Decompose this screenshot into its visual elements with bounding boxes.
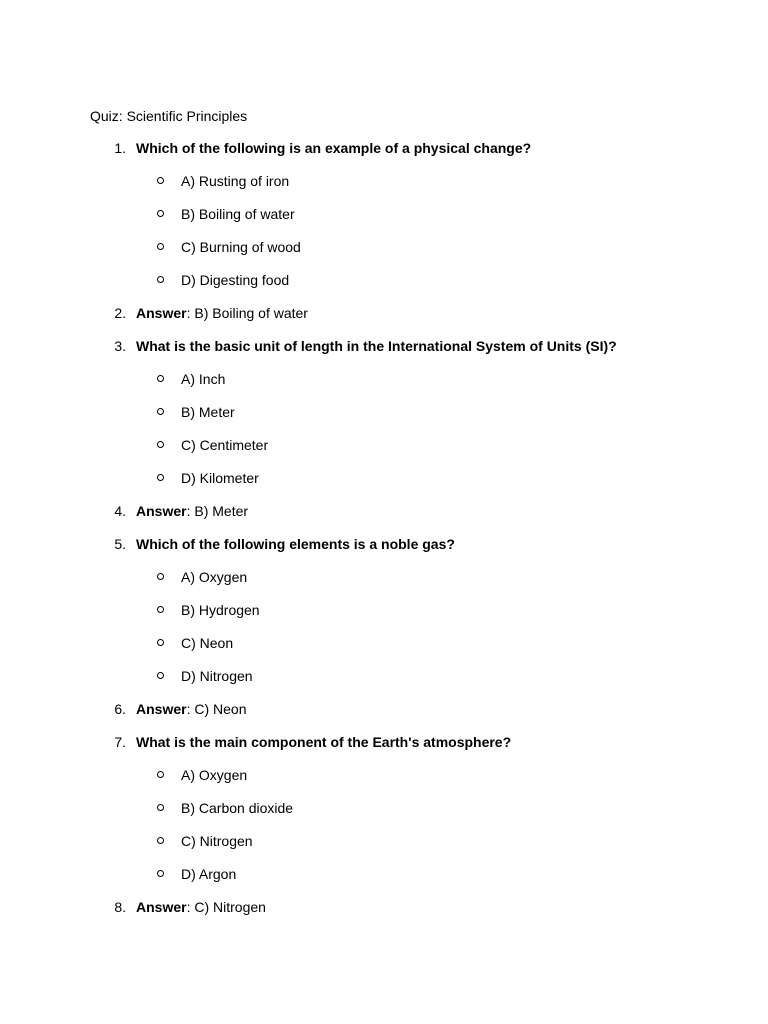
list-item-answer (0, 898, 768, 931)
option-text: C) Nitrogen (181, 833, 253, 849)
option-text: A) Oxygen (181, 767, 248, 783)
option-item (0, 403, 768, 436)
question-row (0, 535, 768, 568)
question-text: Which of the following elements is a noble gas? (136, 536, 455, 552)
circle-bullet-icon (157, 210, 164, 217)
option-text: B) Boiling of water (181, 206, 295, 222)
answer-text (136, 304, 308, 322)
answer-text (136, 898, 266, 916)
answer-value: : C) Neon (186, 701, 247, 717)
option-item (0, 271, 768, 304)
option-text: B) Meter (181, 404, 235, 420)
option-item (0, 205, 768, 238)
option-item (0, 634, 768, 667)
answer-value: : B) Meter (186, 503, 249, 519)
list-item-answer (0, 304, 768, 337)
answer-row (0, 700, 768, 733)
list-number: 6. (114, 701, 126, 717)
option-text: C) Burning of wood (181, 239, 301, 255)
circle-bullet-icon (157, 606, 164, 613)
option-item (0, 799, 768, 832)
question-text: Which of the following is an example of a physical change? (136, 140, 532, 156)
answer-label: Answer (136, 701, 187, 717)
option-item (0, 667, 768, 700)
answer-row (0, 502, 768, 535)
option-item (0, 601, 768, 634)
list-number: 1. (114, 140, 126, 156)
option-item (0, 238, 768, 271)
circle-bullet-icon (157, 243, 164, 250)
answer-row (0, 898, 768, 931)
option-text: D) Nitrogen (181, 668, 253, 684)
quiz-list (0, 139, 768, 931)
circle-bullet-icon (157, 474, 164, 481)
answer-label: Answer (136, 899, 187, 915)
question-text: What is the basic unit of length in the International System of Units (SI)? (136, 338, 617, 354)
list-number: 8. (114, 899, 126, 915)
option-text: A) Rusting of iron (181, 173, 290, 189)
answer-label: Answer (136, 305, 187, 321)
option-text: A) Oxygen (181, 569, 248, 585)
list-item-question (0, 733, 768, 898)
option-item (0, 865, 768, 898)
option-list (0, 370, 768, 502)
option-item (0, 568, 768, 601)
circle-bullet-icon (157, 573, 164, 580)
question-text: What is the main component of the Earth's atmosphere? (136, 734, 512, 750)
option-text: B) Carbon dioxide (181, 800, 294, 816)
circle-bullet-icon (157, 672, 164, 679)
circle-bullet-icon (157, 837, 164, 844)
option-list (0, 568, 768, 700)
option-text: D) Digesting food (181, 272, 290, 288)
answer-text (136, 700, 247, 718)
answer-label: Answer (136, 503, 187, 519)
option-item (0, 436, 768, 469)
list-number: 2. (114, 305, 126, 321)
question-row (0, 733, 768, 766)
list-item-question (0, 535, 768, 700)
option-item (0, 832, 768, 865)
page-title: Quiz: Scientific Principles (90, 108, 248, 124)
list-number: 3. (114, 338, 126, 354)
option-text: D) Argon (181, 866, 237, 882)
circle-bullet-icon (157, 804, 164, 811)
answer-value: : C) Nitrogen (186, 899, 266, 915)
circle-bullet-icon (157, 771, 164, 778)
option-text: D) Kilometer (181, 470, 259, 486)
circle-bullet-icon (157, 375, 164, 382)
list-item-answer (0, 502, 768, 535)
list-number: 5. (114, 536, 126, 552)
option-text: B) Hydrogen (181, 602, 260, 618)
list-number: 4. (114, 503, 126, 519)
answer-row (0, 304, 768, 337)
option-item (0, 469, 768, 502)
answer-text (136, 502, 248, 520)
circle-bullet-icon (157, 441, 164, 448)
question-row (0, 139, 768, 172)
option-text: C) Neon (181, 635, 234, 651)
circle-bullet-icon (157, 276, 164, 283)
option-list (0, 172, 768, 304)
option-item (0, 766, 768, 799)
option-text: A) Inch (181, 371, 226, 387)
circle-bullet-icon (157, 639, 164, 646)
list-item-question (0, 139, 768, 304)
list-item-question (0, 337, 768, 502)
circle-bullet-icon (157, 408, 164, 415)
circle-bullet-icon (157, 870, 164, 877)
circle-bullet-icon (157, 177, 164, 184)
list-item-answer (0, 700, 768, 733)
option-text: C) Centimeter (181, 437, 269, 453)
answer-value: : B) Boiling of water (186, 305, 308, 321)
option-item (0, 370, 768, 403)
list-number: 7. (114, 734, 126, 750)
option-item (0, 172, 768, 205)
option-list (0, 766, 768, 898)
question-row (0, 337, 768, 370)
